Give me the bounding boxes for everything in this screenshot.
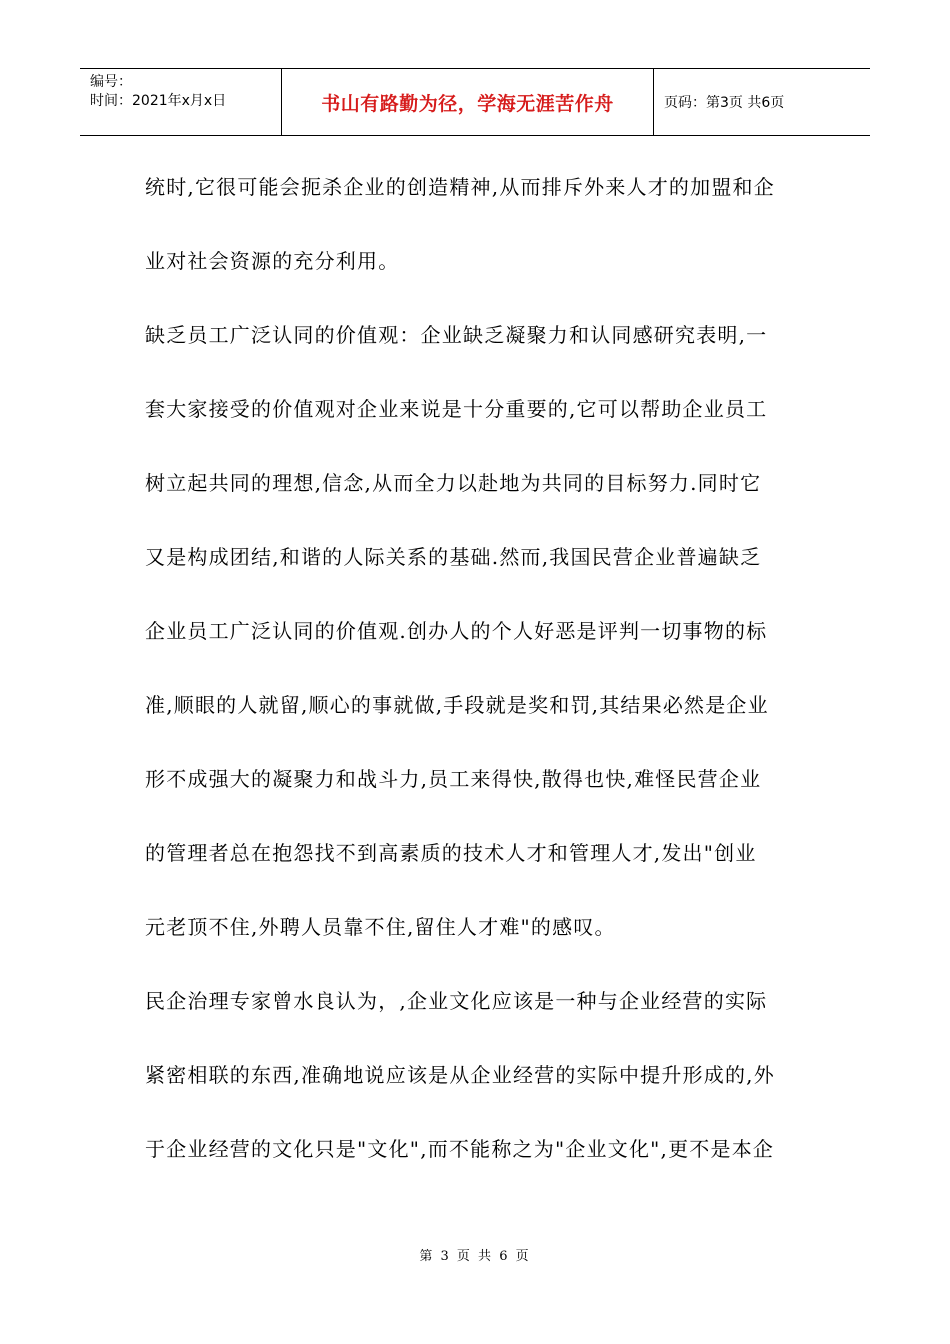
body-line: 业对社会资源的充分利用。 — [145, 249, 400, 273]
body-line: 套大家接受的价值观对企业来说是十分重要的,它可以帮助企业员工 — [145, 397, 768, 421]
body-line: 于企业经营的文化只是"文化",而不能称之为"企业文化",更不是本企 — [145, 1137, 775, 1161]
body-line: 形不成强大的凝聚力和战斗力,员工来得快,散得也快,难怪民营企业 — [145, 767, 762, 791]
body-line: 准,顺眼的人就留,顺心的事就做,手段就是奖和罚,其结果必然是企业 — [145, 693, 769, 717]
body-line: 又是构成团结,和谐的人际关系的基础.然而,我国民营企业普遍缺乏 — [145, 545, 762, 569]
body-line: 缺乏员工广泛认同的价值观：企业缺乏凝聚力和认同感研究表明,一 — [145, 323, 768, 347]
document-header — [80, 68, 870, 136]
header-motto: 书山有路勤为径，学海无涯苦作舟 — [321, 92, 614, 115]
body-line: 的管理者总在抱怨找不到高素质的技术人才和管理人才,发出"创业 — [145, 841, 757, 865]
page-footer — [0, 1245, 950, 1264]
header-motto-cell — [282, 69, 654, 135]
footer-page-indicator: 第 3 页 共 6 页 — [419, 1249, 531, 1264]
body-line: 民企治理专家曾水良认为，,企业文化应该是一种与企业经营的实际 — [145, 989, 768, 1013]
document-date: 时间：2021年x月x日 — [90, 93, 227, 109]
body-line: 元老顶不住,外聘人员靠不住,留住人才难"的感叹。 — [145, 915, 616, 939]
body-line: 统时,它很可能会扼杀企业的创造精神,从而排斥外来人才的加盟和企 — [145, 175, 775, 199]
body-line: 企业员工广泛认同的价值观.创办人的个人好恶是评判一切事物的标 — [145, 619, 768, 643]
body-line: 紧密相联的东西,准确地说应该是从企业经营的实际中提升形成的,外 — [145, 1063, 775, 1087]
document-body — [145, 150, 810, 1186]
document-number-label: 编号： — [90, 74, 132, 90]
header-page-code: 页码：第3页 共6页 — [664, 95, 785, 111]
body-line: 树立起共同的理想,信念,从而全力以赴地为共同的目标努力.同时它 — [145, 471, 762, 495]
header-page-cell — [654, 69, 870, 135]
header-meta-cell — [80, 69, 282, 135]
